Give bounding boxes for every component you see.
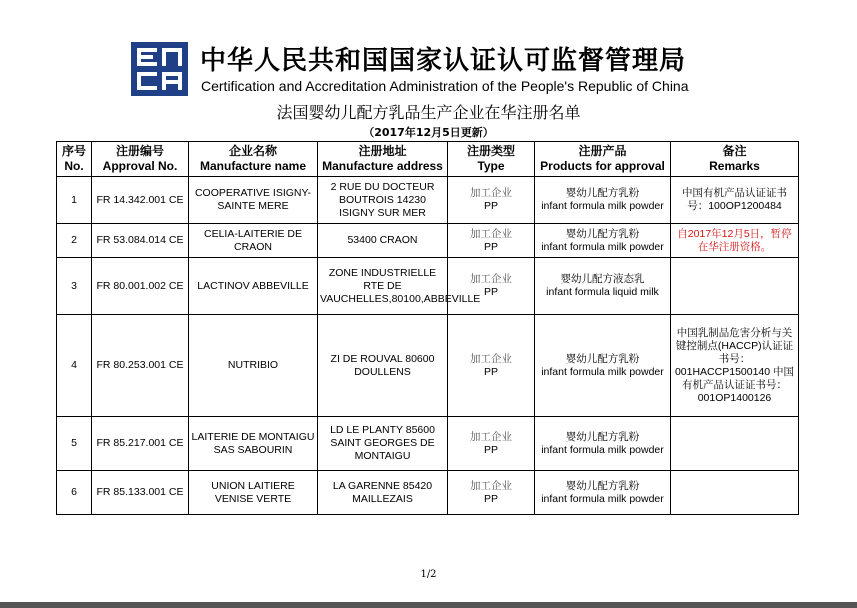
cell-type: 加工企业 PP <box>448 417 535 471</box>
cell-name: COOPERATIVE ISIGNY-SAINTE MERE <box>189 177 318 224</box>
cell-name: NUTRIBIO <box>189 315 318 417</box>
cell-address: LA GARENNE 85420 MAILLEZAIS <box>318 471 448 515</box>
registration-table <box>56 141 799 515</box>
cell-type: 加工企业 PP <box>448 315 535 417</box>
header-no: 序号 No. <box>57 142 92 177</box>
header-remarks: 备注 Remarks <box>671 142 799 177</box>
cell-remarks <box>671 417 799 471</box>
cell-address: 53400 CRAON <box>318 224 448 258</box>
table-row <box>57 471 799 515</box>
cell-product: 婴幼儿配方乳粉 infant formula milk powder <box>535 315 671 417</box>
table-row <box>57 417 799 471</box>
cell-type: 加工企业 PP <box>448 224 535 258</box>
cell-product: 婴幼儿配方液态乳 infant formula liquid milk <box>535 258 671 315</box>
cell-type: 加工企业 PP <box>448 177 535 224</box>
cell-name: UNION LAITIERE VENISE VERTE <box>189 471 318 515</box>
cell-address: 2 RUE DU DOCTEUR BOUTROIS 14230 ISIGNY SUR MER <box>318 177 448 224</box>
table-row <box>57 224 799 258</box>
cell-address: ZONE INDUSTRIELLE RTE DE VAUCHELLES,80100,ABBEVILLE <box>318 258 448 315</box>
header-manufacture-name: 企业名称 Manufacture name <box>189 142 318 177</box>
cell-approval-no: FR 85.133.001 CE <box>92 471 189 515</box>
update-date: （2017年12月5日更新） <box>363 126 494 139</box>
cell-approval-no: FR 53.084.014 CE <box>92 224 189 258</box>
cell-no: 3 <box>57 258 92 315</box>
cell-no: 6 <box>57 471 92 515</box>
cell-no: 4 <box>57 315 92 417</box>
cell-product: 婴幼儿配方乳粉 infant formula milk powder <box>535 471 671 515</box>
cell-remarks: 自2017年12月5日，暂停在华注册资格。 <box>671 224 799 258</box>
cell-name: LACTINOV ABBEVILLE <box>189 258 318 315</box>
enca-logo-mark <box>131 42 188 96</box>
cell-remarks <box>671 471 799 515</box>
cell-no: 5 <box>57 417 92 471</box>
header-approval-no: 注册编号 Approval No. <box>92 142 189 177</box>
org-name-english: Certification and Accreditation Administration of the People's Republic of China <box>201 78 689 94</box>
cell-address: ZI DE ROUVAL 80600 DOULLENS <box>318 315 448 417</box>
table-row <box>57 258 799 315</box>
viewer-bottom-bar <box>0 602 857 608</box>
cell-type: 加工企业 PP <box>448 471 535 515</box>
table-row <box>57 315 799 417</box>
cell-product: 婴幼儿配方乳粉 infant formula milk powder <box>535 224 671 258</box>
cell-address: LD LE PLANTY 85600 SAINT GEORGES DE MONTAIGU <box>318 417 448 471</box>
table-row <box>57 177 799 224</box>
org-name-chinese: 中华人民共和国国家认证认可监督管理局 <box>200 46 687 76</box>
cell-no: 2 <box>57 224 92 258</box>
cell-name: CELIA-LAITERIE DE CRAON <box>189 224 318 258</box>
cell-product: 婴幼儿配方乳粉 infant formula milk powder <box>535 417 671 471</box>
cell-approval-no: FR 80.001.002 CE <box>92 258 189 315</box>
enca-logo <box>131 42 188 96</box>
cell-approval-no: FR 85.217.001 CE <box>92 417 189 471</box>
cell-remarks <box>671 258 799 315</box>
document-title: 法国婴幼儿配方乳品生产企业在华注册名单 <box>276 103 581 122</box>
table-header-row <box>57 142 799 177</box>
cell-name: LAITERIE DE MONTAIGU SAS SABOURIN <box>189 417 318 471</box>
header-manufacture-address: 注册地址 Manufacture address <box>318 142 448 177</box>
cell-approval-no: FR 80.253.001 CE <box>92 315 189 417</box>
cell-product: 婴幼儿配方乳粉 infant formula milk powder <box>535 177 671 224</box>
page-number: 1/2 <box>420 569 437 580</box>
cell-remarks: 中国有机产品认证证书号：100OP1200484 <box>671 177 799 224</box>
header-type: 注册类型 Type <box>448 142 535 177</box>
cell-remarks: 中国乳制品危害分析与关键控制点(HACCP)认证证书号：001HACCP1500140 中国有机产品认证证书号：001OP1400126 <box>671 315 799 417</box>
cell-approval-no: FR 14.342.001 CE <box>92 177 189 224</box>
cell-type: 加工企业 PP <box>448 258 535 315</box>
cell-no: 1 <box>57 177 92 224</box>
header-products: 注册产品 Products for approval <box>535 142 671 177</box>
